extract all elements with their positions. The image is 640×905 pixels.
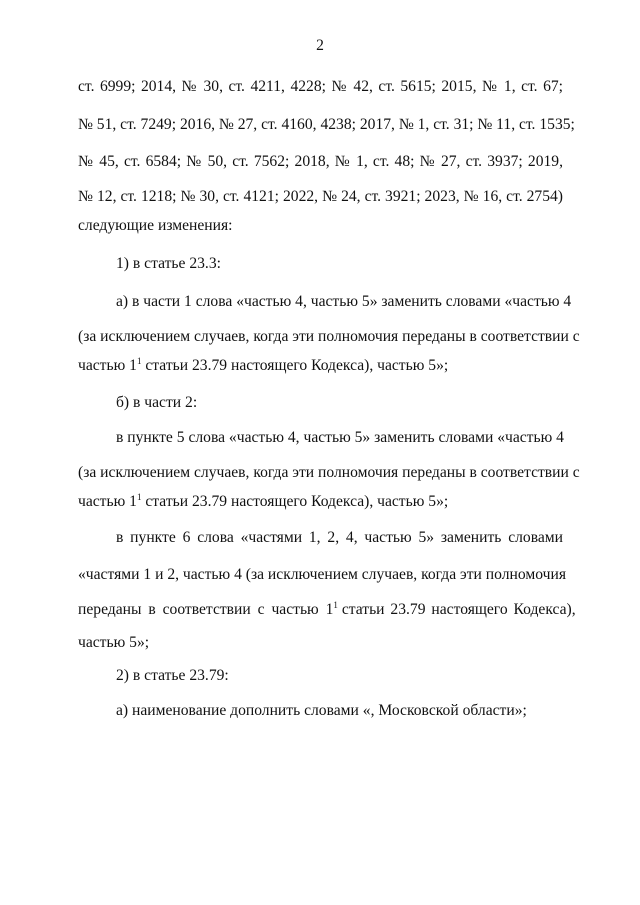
text-fragment: статьи 23.79 настоящего Кодекса), частью 5»; — [145, 493, 449, 510]
text-line: в пункте 5 слова «частью 4, частью 5» заменить словами «частью 4 — [116, 429, 564, 446]
text-line: № 51, ст. 7249; 2016, № 27, ст. 4160, 4238; 2017, № 1, ст. 31; № 11, ст. 1535; — [78, 116, 575, 133]
text-line: 2) в статье 23.79: — [116, 667, 229, 684]
text-fragment: статьи 23.79 настоящего Кодекса), — [341, 601, 576, 618]
superscript: 1 — [136, 491, 142, 502]
superscript: 1 — [333, 599, 338, 610]
text-line: следующие изменения: — [78, 217, 233, 234]
text-fragment: частью 1 — [78, 493, 137, 510]
text-line: ст. 6999; 2014, № 30, ст. 4211, 4228; № 42, ст. 5615; 2015, № 1, ст. 67; — [78, 78, 563, 95]
text-line: а) наименование дополнить словами «, Московской области»; — [116, 702, 527, 719]
text-line: «частями 1 и 2, частью 4 (за исключением случаев, когда эти полномочия — [78, 566, 566, 583]
text-line — [78, 492, 563, 512]
text-line: (за исключением случаев, когда эти полномочия переданы в соответствии с — [78, 328, 580, 345]
text-line: б) в части 2: — [116, 394, 198, 411]
text-fragment: частью 1 — [78, 357, 137, 374]
text-line — [78, 356, 563, 376]
text-line: а) в части 1 слова «частью 4, частью 5» заменить словами «частью 4 — [116, 293, 572, 310]
text-line: (за исключением случаев, когда эти полномочия переданы в соответствии с — [78, 464, 580, 481]
text-line: в пункте 6 слова «частями 1, 2, 4, частью 5» заменить словами — [116, 529, 563, 546]
text-line: частью 5»; — [78, 634, 150, 651]
text-line: № 12, ст. 1218; № 30, ст. 4121; 2022, № 24, ст. 3921; 2023, № 16, ст. 2754) — [78, 188, 563, 205]
superscript: 1 — [136, 355, 142, 366]
text-fragment: статьи 23.79 настоящего Кодекса), частью 5»; — [145, 357, 449, 374]
page-number: 2 — [316, 37, 324, 54]
text-line: 1) в статье 23.3: — [116, 255, 221, 272]
text-line — [78, 599, 576, 620]
text-line: № 45, ст. 6584; № 50, ст. 7562; 2018, № 1, ст. 48; № 27, ст. 3937; 2019, — [78, 153, 563, 170]
text-fragment: переданы в соответствии с частью 1 — [78, 601, 334, 618]
